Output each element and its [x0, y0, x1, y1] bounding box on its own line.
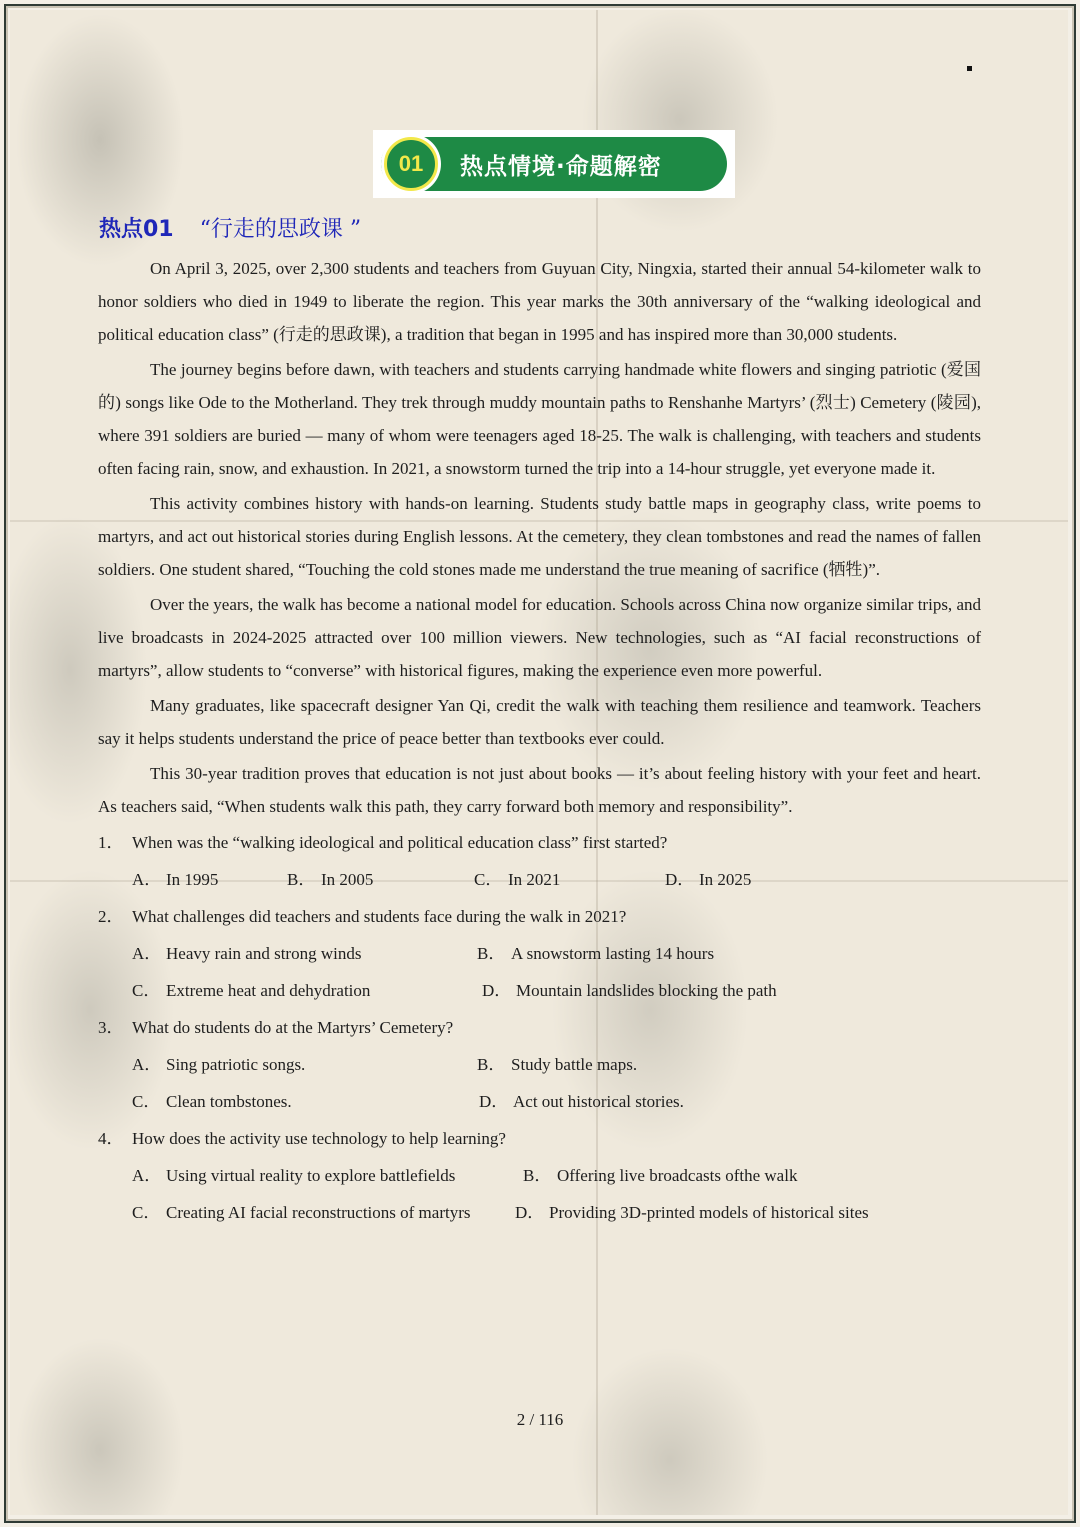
question-1-options	[132, 863, 981, 896]
option-c[interactable]: C． Creating AI facial reconstructions of martyrs	[132, 1203, 471, 1222]
question-number: 2．	[98, 907, 124, 926]
option-b[interactable]: B． A snowstorm lasting 14 hours	[477, 944, 715, 963]
paragraph: This activity combines history with hands-on learning. Students study battle maps in geography class, write poems to martyrs, and act out historical stories during English lessons. At the cemetery, they clean tombstones and read the names of fallen soldiers. One student shared, “Touching the cold stones made me understand the true meaning of sacrifice (牺牲)”.	[98, 494, 981, 579]
question-2-options	[132, 937, 981, 970]
banner-pill	[381, 137, 727, 191]
question-3-options	[132, 1048, 981, 1081]
banner-number: 01	[384, 137, 438, 191]
banner-title: 热点情境·命题解密	[460, 153, 662, 180]
corner-dot	[967, 66, 972, 71]
question-2-options	[132, 974, 981, 1007]
question-2	[98, 900, 981, 933]
option-a[interactable]: A． Heavy rain and strong winds	[132, 944, 362, 963]
option-d[interactable]: D． Providing 3D-printed models of historical sites	[515, 1203, 869, 1222]
question-1	[98, 826, 981, 859]
section-banner	[373, 130, 735, 198]
paragraph: This 30-year tradition proves that education is not just about books — it’s about feeling history with your feet and heart. As teachers said, “When students walk this path, they carry forward both memory and responsibility”.	[98, 764, 981, 816]
option-a[interactable]: A． In 1995	[132, 870, 219, 889]
option-c[interactable]: C． Clean tombstones.	[132, 1092, 292, 1111]
question-4-options	[132, 1159, 981, 1192]
question-stem: What do students do at the Martyrs’ Cemetery?	[132, 1018, 454, 1037]
option-b[interactable]: B． In 2005	[287, 870, 374, 889]
question-3-options	[132, 1085, 981, 1118]
question-stem: How does the activity use technology to help learning?	[132, 1129, 506, 1148]
option-c[interactable]: C． In 2021	[474, 870, 561, 889]
question-4-options	[132, 1196, 981, 1229]
option-b[interactable]: B． Study battle maps.	[477, 1055, 638, 1074]
page-number: 2 / 116	[516, 1410, 564, 1429]
question-stem: When was the “walking ideological and political education class” first started?	[132, 833, 668, 852]
option-a[interactable]: A． Using virtual reality to explore battlefields	[132, 1166, 456, 1185]
option-a[interactable]: A． Sing patriotic songs.	[132, 1055, 306, 1074]
paragraph: Many graduates, like spacecraft designer Yan Qi, credit the walk with teaching them resilience and teamwork. Teachers say it helps students understand the price of peace better than textbooks ever could.	[98, 696, 981, 748]
hotspot-label: 热点01	[99, 217, 174, 242]
paragraph: Over the years, the walk has become a national model for education. Schools across China now organize similar trips, and live broadcasts in 2024-2025 attracted over 100 million viewers. New technologies, such as “AI facial reconstructions of martyrs”, allow students to “converse” with historical figures, making the experience even more powerful.	[98, 595, 981, 680]
hotspot-heading	[99, 212, 361, 243]
question-number: 1．	[98, 833, 124, 852]
question-3	[98, 1011, 981, 1044]
question-number: 3．	[98, 1018, 124, 1037]
question-4	[98, 1122, 981, 1155]
question-stem: What challenges did teachers and students face during the walk in 2021?	[132, 907, 627, 926]
article-content	[98, 252, 981, 1233]
paragraph: The journey begins before dawn, with teachers and students carrying handmade white flowers and singing patriotic (爱国的) songs like Ode to the Motherland. They trek through muddy mountain paths to Renshanhe Martyrs’ (烈士) Cemetery (陵园), where 391 soldiers are buried — many of whom were teenagers aged 18-25. The walk is challenging, with teachers and students often facing rain, snow, and exhaustion. In 2021, a snowstorm turned the trip into a 14-hour struggle, yet everyone made it.	[98, 360, 981, 478]
option-d[interactable]: D． Act out historical stories.	[479, 1092, 684, 1111]
question-number: 4．	[98, 1129, 124, 1148]
option-d[interactable]: D． Mountain landslides blocking the path	[482, 981, 777, 1000]
hotspot-title: “行走的思政课 ”	[199, 217, 362, 242]
option-d[interactable]: D． In 2025	[665, 870, 752, 889]
option-c[interactable]: C． Extreme heat and dehydration	[132, 981, 371, 1000]
paragraph: On April 3, 2025, over 2,300 students and teachers from Guyuan City, Ningxia, started their annual 54-kilometer walk to honor soldiers who died in 1949 to liberate the region. This year marks the 30th anniversary of the “walking ideological and political education class” (行走的思政课), a tradition that began in 1995 and has inspired more than 30,000 students.	[98, 259, 981, 344]
option-b[interactable]: B． Offering live broadcasts ofthe walk	[523, 1166, 798, 1185]
